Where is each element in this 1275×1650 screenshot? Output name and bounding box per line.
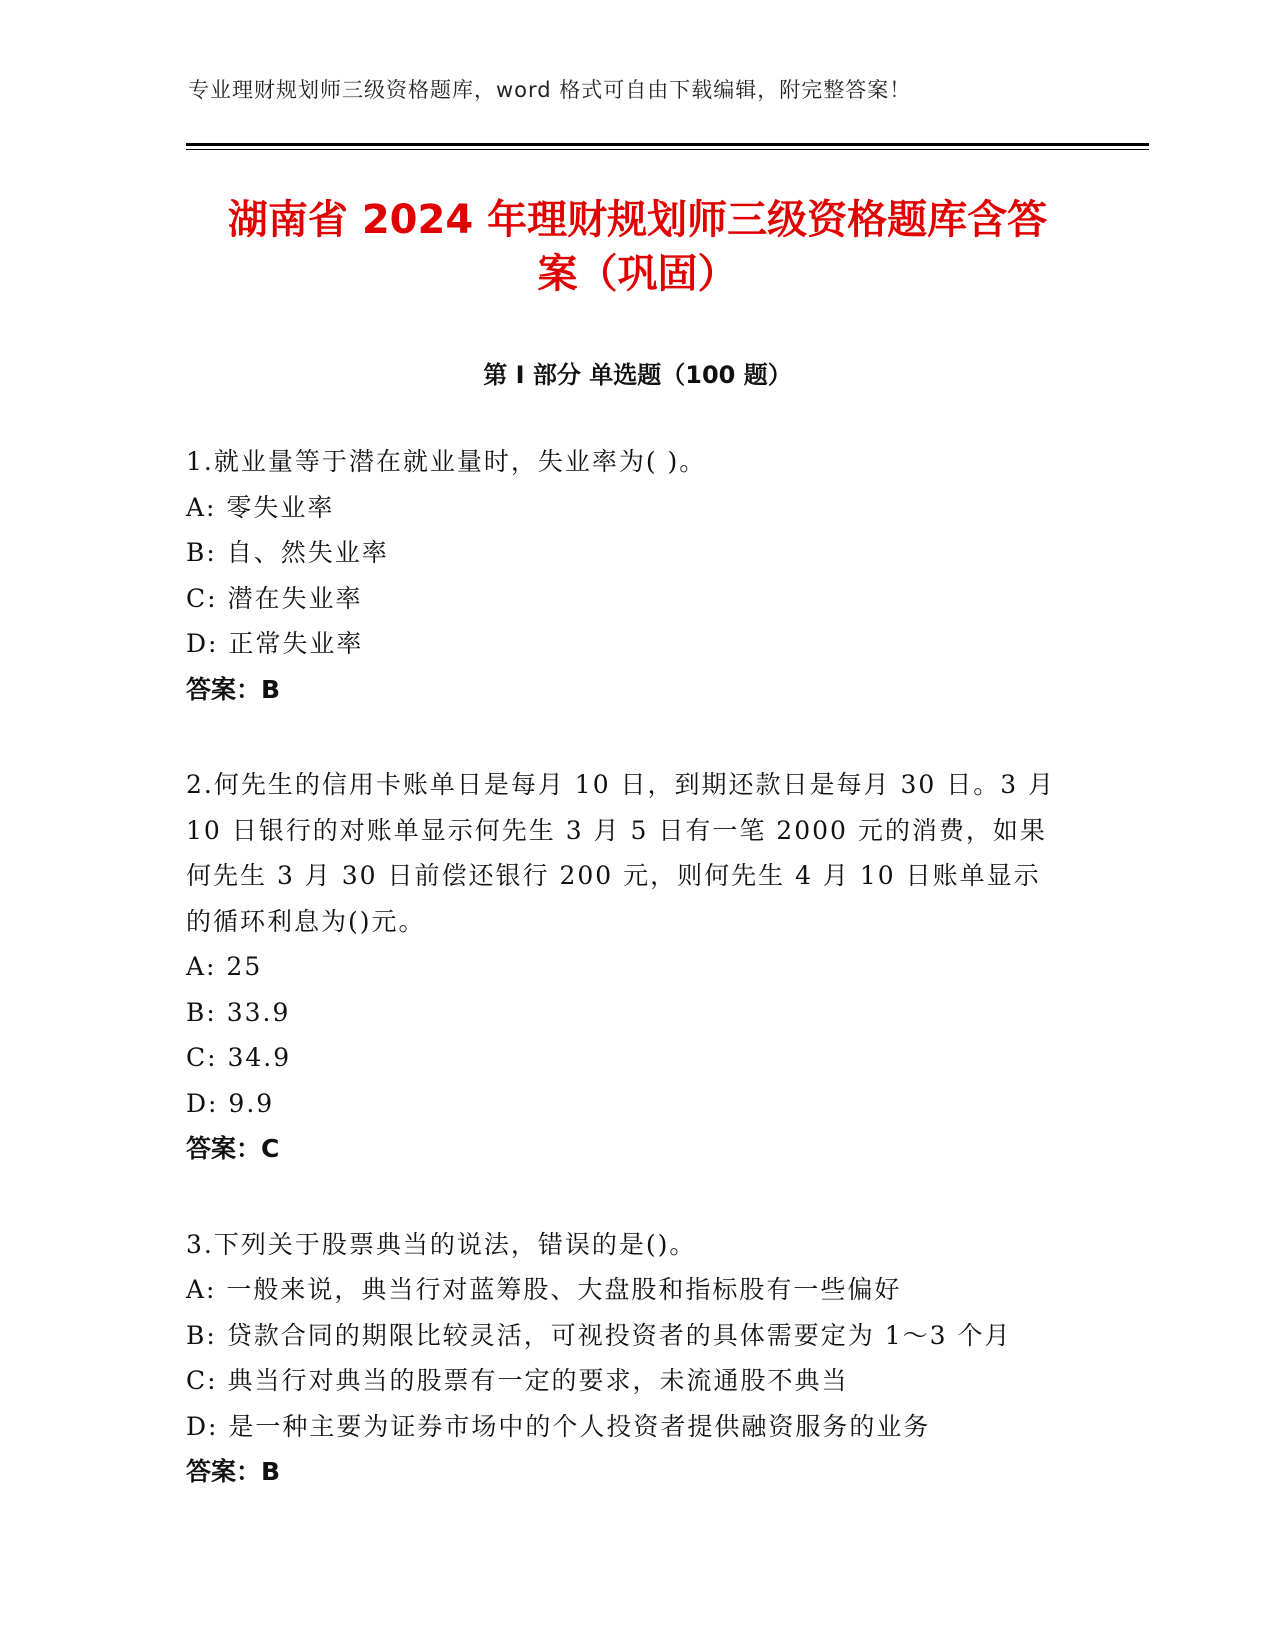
option-d: D: 是一种主要为证券市场中的个人投资者提供融资服务的业务	[186, 1411, 931, 1441]
option-d: D: 9.9	[186, 1088, 275, 1118]
option-b: B: 贷款合同的期限比较灵活，可视投资者的具体需要定为 1～3 个月	[186, 1320, 1012, 1350]
document-title-line-1: 湖南省 2024 年理财规划师三级资格题库含答	[227, 197, 1048, 243]
answer: 答案：C	[186, 1134, 280, 1163]
header-rule-thick	[186, 143, 1149, 146]
document-title-line-2: 案（巩固）	[537, 251, 738, 297]
option-c: C: 34.9	[186, 1043, 292, 1072]
option-a: A: 一般来说，典当行对蓝筹股、大盘股和指标股有一些偏好	[186, 1275, 902, 1304]
question-2	[186, 762, 1066, 1172]
option-a: A: 零失业率	[186, 492, 335, 522]
question-list	[186, 439, 1066, 1545]
question-stem: 1.就业量等于潜在就业量时，失业率为( )。	[186, 447, 707, 476]
section-title: 第 I 部分 单选题（100 题）	[483, 361, 792, 389]
answer: 答案：B	[186, 674, 281, 704]
option-c: C: 潜在失业率	[186, 583, 363, 613]
option-b: B: 自、然失业率	[186, 538, 389, 567]
question-3	[186, 1222, 1066, 1495]
option-d: D: 正常失业率	[186, 629, 364, 658]
question-stem: 2.何先生的信用卡账单日是每月 10 日，到期还款日是每月 30 日。3 月 10 日银行的对账单显示何先生 3 月 5 日有一笔 2000 元的消费，如果何先生 3 月 30 日前偿还银行 200 元，则何先生 4 月 10 日账单显示的循环利息为()元。	[186, 770, 1056, 936]
answer: 答案：B	[186, 1457, 281, 1486]
document-title	[150, 193, 1125, 301]
option-b: B: 33.9	[186, 997, 291, 1027]
question-1	[186, 439, 1066, 712]
option-a: A: 25	[186, 952, 263, 981]
page-header: 专业理财规划师三级资格题库，word 格式可自由下载编辑，附完整答案！	[188, 78, 912, 102]
header-rule-thin	[186, 149, 1149, 150]
question-stem: 3.下列关于股票典当的说法，错误的是()。	[186, 1229, 697, 1259]
option-c: C: 典当行对典当的股票有一定的要求，未流通股不典当	[186, 1366, 849, 1395]
